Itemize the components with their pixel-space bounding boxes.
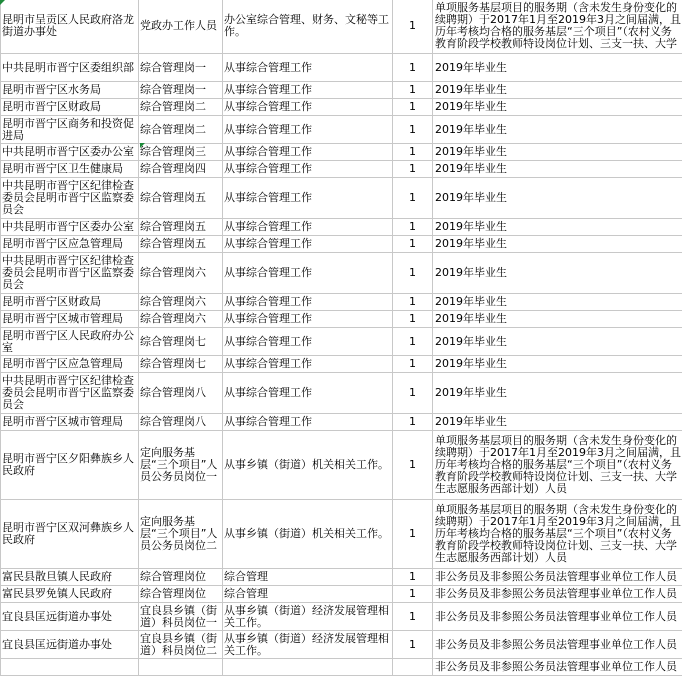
count-cell[interactable]: 1 [393,82,433,99]
requirement-cell[interactable]: 2019年毕业生 [433,328,682,356]
requirement-cell[interactable]: 非公务员及非参照公务员法管理事业单位工作人员 [433,631,682,659]
duty-cell[interactable]: 从事综合管理工作 [223,161,393,178]
table-row [1,236,682,253]
duty-cell[interactable]: 综合管理 [223,586,393,603]
requirement-cell[interactable]: 单项服务基层项目的服务期（含未发生身份变化的续聘期）于2017年1月至2019年3月之间届满，且历年考核均合格的服务基层“三个项目”（农村义务教育阶段学校教师特设岗位计划、三支一扶、大学 [433,0,682,54]
count-cell[interactable]: 1 [393,116,433,144]
count-cell[interactable]: 1 [393,414,433,431]
position-cell[interactable]: 综合管理岗五 [139,236,223,253]
table-row [1,631,682,659]
position-cell[interactable]: 党政办工作人员 [139,0,223,54]
requirement-cell[interactable]: 2019年毕业生 [433,82,682,99]
table-row [1,161,682,178]
unit-cell[interactable]: 昆明市晋宁区夕阳彝族乡人民政府 [1,431,139,500]
position-cell[interactable]: 综合管理岗位 [139,569,223,586]
table-row [1,219,682,236]
duty-cell[interactable]: 办公室综合管理、财务、文秘等工作。 [223,0,393,54]
table-row [1,82,682,99]
count-cell[interactable]: 1 [393,356,433,373]
unit-cell[interactable]: 宜良县匡远街道办事处 [1,631,139,659]
unit-cell[interactable]: 富民县罗免镇人民政府 [1,586,139,603]
position-cell[interactable]: 宜良县乡镇（街道）科员岗位一 [139,603,223,631]
position-cell[interactable]: 综合管理岗三 [139,144,223,161]
table-row [1,144,682,161]
position-cell[interactable]: 综合管理岗一 [139,54,223,82]
position-cell[interactable]: 宜良县乡镇（街道）科员岗位二 [139,631,223,659]
duty-cell[interactable]: 从事乡镇（街道）机关相关工作。 [223,500,393,569]
requirement-cell[interactable]: 2019年毕业生 [433,219,682,236]
position-cell[interactable]: 定向服务基层“三个项目”人员公务员岗位二 [139,500,223,569]
count-cell[interactable]: 1 [393,0,433,54]
requirement-cell[interactable]: 2019年毕业生 [433,373,682,414]
table-row [1,569,682,586]
position-cell[interactable]: 综合管理岗六 [139,311,223,328]
duty-cell[interactable]: 从事综合管理工作 [223,236,393,253]
unit-cell[interactable]: 昆明市晋宁区应急管理局 [1,356,139,373]
requirement-cell[interactable]: 非公务员及非参照公务员法管理事业单位工作人员 [433,569,682,586]
table-row [1,116,682,144]
requirement-cell[interactable]: 非公务员及非参照公务员法管理事业单位工作人员 [433,586,682,603]
count-cell[interactable]: 1 [393,603,433,631]
duty-cell[interactable]: 综合管理 [223,569,393,586]
unit-cell[interactable] [1,659,139,676]
cell-flag-icon [140,143,145,148]
duty-cell[interactable]: 从事综合管理工作 [223,54,393,82]
unit-cell[interactable]: 昆明市晋宁区财政局 [1,99,139,116]
count-cell[interactable]: 1 [393,431,433,500]
requirement-cell[interactable]: 2019年毕业生 [433,253,682,294]
unit-cell[interactable]: 中共昆明市晋宁区纪律检查委员会昆明市晋宁区监察委员会 [1,178,139,219]
count-cell[interactable]: 1 [393,161,433,178]
unit-cell[interactable]: 昆明市晋宁区人民政府办公室 [1,328,139,356]
requirement-cell[interactable]: 非公务员及非参照公务员法管理事业单位工作人员 [433,659,682,676]
count-cell[interactable]: 1 [393,586,433,603]
position-cell[interactable]: 综合管理岗七 [139,356,223,373]
count-cell[interactable]: 1 [393,500,433,569]
count-cell[interactable]: 1 [393,569,433,586]
unit-cell[interactable]: 中共昆明市晋宁区委办公室 [1,144,139,161]
count-cell[interactable] [393,659,433,676]
position-cell[interactable]: 综合管理岗五 [139,178,223,219]
requirement-cell[interactable]: 2019年毕业生 [433,116,682,144]
requirement-cell[interactable]: 非公务员及非参照公务员法管理事业单位工作人员 [433,603,682,631]
requirement-cell[interactable]: 2019年毕业生 [433,236,682,253]
table-row [1,54,682,82]
position-cell[interactable]: 综合管理岗四 [139,161,223,178]
unit-cell[interactable]: 宜良县匡远街道办事处 [1,603,139,631]
position-cell[interactable]: 综合管理岗二 [139,116,223,144]
table-row [1,500,682,569]
requirement-cell[interactable]: 2019年毕业生 [433,144,682,161]
unit-cell[interactable]: 昆明市晋宁区城市管理局 [1,414,139,431]
count-cell[interactable]: 1 [393,373,433,414]
duty-cell[interactable]: 从事综合管理工作 [223,294,393,311]
requirement-cell[interactable]: 2019年毕业生 [433,178,682,219]
cell-flag-icon [0,0,5,5]
position-cell[interactable]: 综合管理岗五 [139,219,223,236]
duty-cell[interactable]: 从事综合管理工作 [223,144,393,161]
requirement-cell[interactable]: 2019年毕业生 [433,311,682,328]
unit-cell[interactable]: 昆明市晋宁区水务局 [1,82,139,99]
count-cell[interactable]: 1 [393,144,433,161]
table-row [1,373,682,414]
count-cell[interactable]: 1 [393,54,433,82]
position-cell[interactable]: 综合管理岗二 [139,99,223,116]
unit-cell[interactable]: 中共昆明市晋宁区纪律检查委员会昆明市晋宁区监察委员会 [1,373,139,414]
count-cell[interactable]: 1 [393,253,433,294]
count-cell[interactable]: 1 [393,328,433,356]
duty-cell[interactable]: 从事综合管理工作 [223,373,393,414]
unit-cell[interactable]: 中共昆明市晋宁区委组织部 [1,54,139,82]
duty-cell[interactable]: 从事乡镇（街道）机关相关工作。 [223,431,393,500]
requirement-cell[interactable]: 单项服务基层项目的服务期（含未发生身份变化的续聘期）于2017年1月至2019年3月之间届满，且历年考核均合格的服务基层“三个项目”（农村义务教育阶段学校教师特设岗位计划、三支一扶、大学生志愿服务西部计划）人员 [433,500,682,569]
duty-cell[interactable]: 从事综合管理工作 [223,116,393,144]
unit-cell[interactable]: 中共昆明市晋宁区委办公室 [1,219,139,236]
table-row [1,99,682,116]
position-cell[interactable]: 定向服务基层“三个项目”人员公务员岗位一 [139,431,223,500]
duty-cell[interactable]: 从事综合管理工作 [223,219,393,236]
unit-cell[interactable]: 富民县散旦镇人民政府 [1,569,139,586]
position-cell[interactable]: 综合管理岗六 [139,294,223,311]
position-cell[interactable]: 综合管理岗八 [139,373,223,414]
requirement-cell[interactable]: 2019年毕业生 [433,356,682,373]
table-row [1,328,682,356]
table-row [1,356,682,373]
table-row [1,253,682,294]
count-cell[interactable]: 1 [393,99,433,116]
duty-cell[interactable]: 从事综合管理工作 [223,82,393,99]
requirement-cell[interactable]: 2019年毕业生 [433,99,682,116]
requirement-cell[interactable]: 2019年毕业生 [433,294,682,311]
unit-cell[interactable]: 昆明市晋宁区双河彝族乡人民政府 [1,500,139,569]
unit-cell[interactable]: 昆明市晋宁区卫生健康局 [1,161,139,178]
duty-cell[interactable]: 从事综合管理工作 [223,253,393,294]
position-cell[interactable]: 综合管理岗位 [139,586,223,603]
position-cell[interactable] [139,659,223,676]
requirement-cell[interactable]: 2019年毕业生 [433,414,682,431]
position-cell[interactable]: 综合管理岗六 [139,253,223,294]
count-cell[interactable]: 1 [393,236,433,253]
table-row [1,586,682,603]
duty-cell[interactable]: 从事综合管理工作 [223,311,393,328]
unit-cell[interactable]: 昆明市晋宁区商务和投资促进局 [1,116,139,144]
requirement-cell[interactable]: 2019年毕业生 [433,161,682,178]
count-cell[interactable]: 1 [393,311,433,328]
table-row-partial [1,659,682,676]
unit-cell[interactable]: 昆明市晋宁区城市管理局 [1,311,139,328]
duty-cell[interactable] [223,659,393,676]
count-cell[interactable]: 1 [393,631,433,659]
table-row [1,294,682,311]
count-cell[interactable]: 1 [393,178,433,219]
duty-cell[interactable]: 从事综合管理工作 [223,414,393,431]
table-row [1,414,682,431]
position-cell[interactable]: 综合管理岗七 [139,328,223,356]
duty-cell[interactable]: 从事乡镇（街道）经济发展管理相关工作。 [223,603,393,631]
count-cell[interactable]: 1 [393,294,433,311]
table-row [1,178,682,219]
table-row [1,431,682,500]
duty-cell[interactable]: 从事综合管理工作 [223,356,393,373]
unit-cell[interactable]: 昆明市呈贡区人民政府洛龙街道办事处 [1,0,139,54]
unit-cell[interactable]: 昆明市晋宁区应急管理局 [1,236,139,253]
table-row [1,0,682,54]
unit-cell[interactable]: 昆明市晋宁区财政局 [1,294,139,311]
duty-cell[interactable]: 从事综合管理工作 [223,178,393,219]
duty-cell[interactable]: 从事乡镇（街道）经济发展管理相关工作。 [223,631,393,659]
table-row [1,603,682,631]
duty-cell[interactable]: 从事综合管理工作 [223,99,393,116]
unit-cell[interactable]: 中共昆明市晋宁区纪律检查委员会昆明市晋宁区监察委员会 [1,253,139,294]
requirement-cell[interactable]: 2019年毕业生 [433,54,682,82]
table-row [1,311,682,328]
requirement-cell[interactable]: 单项服务基层项目的服务期（含未发生身份变化的续聘期）于2017年1月至2019年3月之间届满，且历年考核均合格的服务基层“三个项目”（农村义务教育阶段学校教师特设岗位计划、三支一扶、大学生志愿服务西部计划）人员 [433,431,682,500]
count-cell[interactable]: 1 [393,219,433,236]
duty-cell[interactable]: 从事综合管理工作 [223,328,393,356]
position-cell[interactable]: 综合管理岗八 [139,414,223,431]
position-cell[interactable]: 综合管理岗一 [139,82,223,99]
